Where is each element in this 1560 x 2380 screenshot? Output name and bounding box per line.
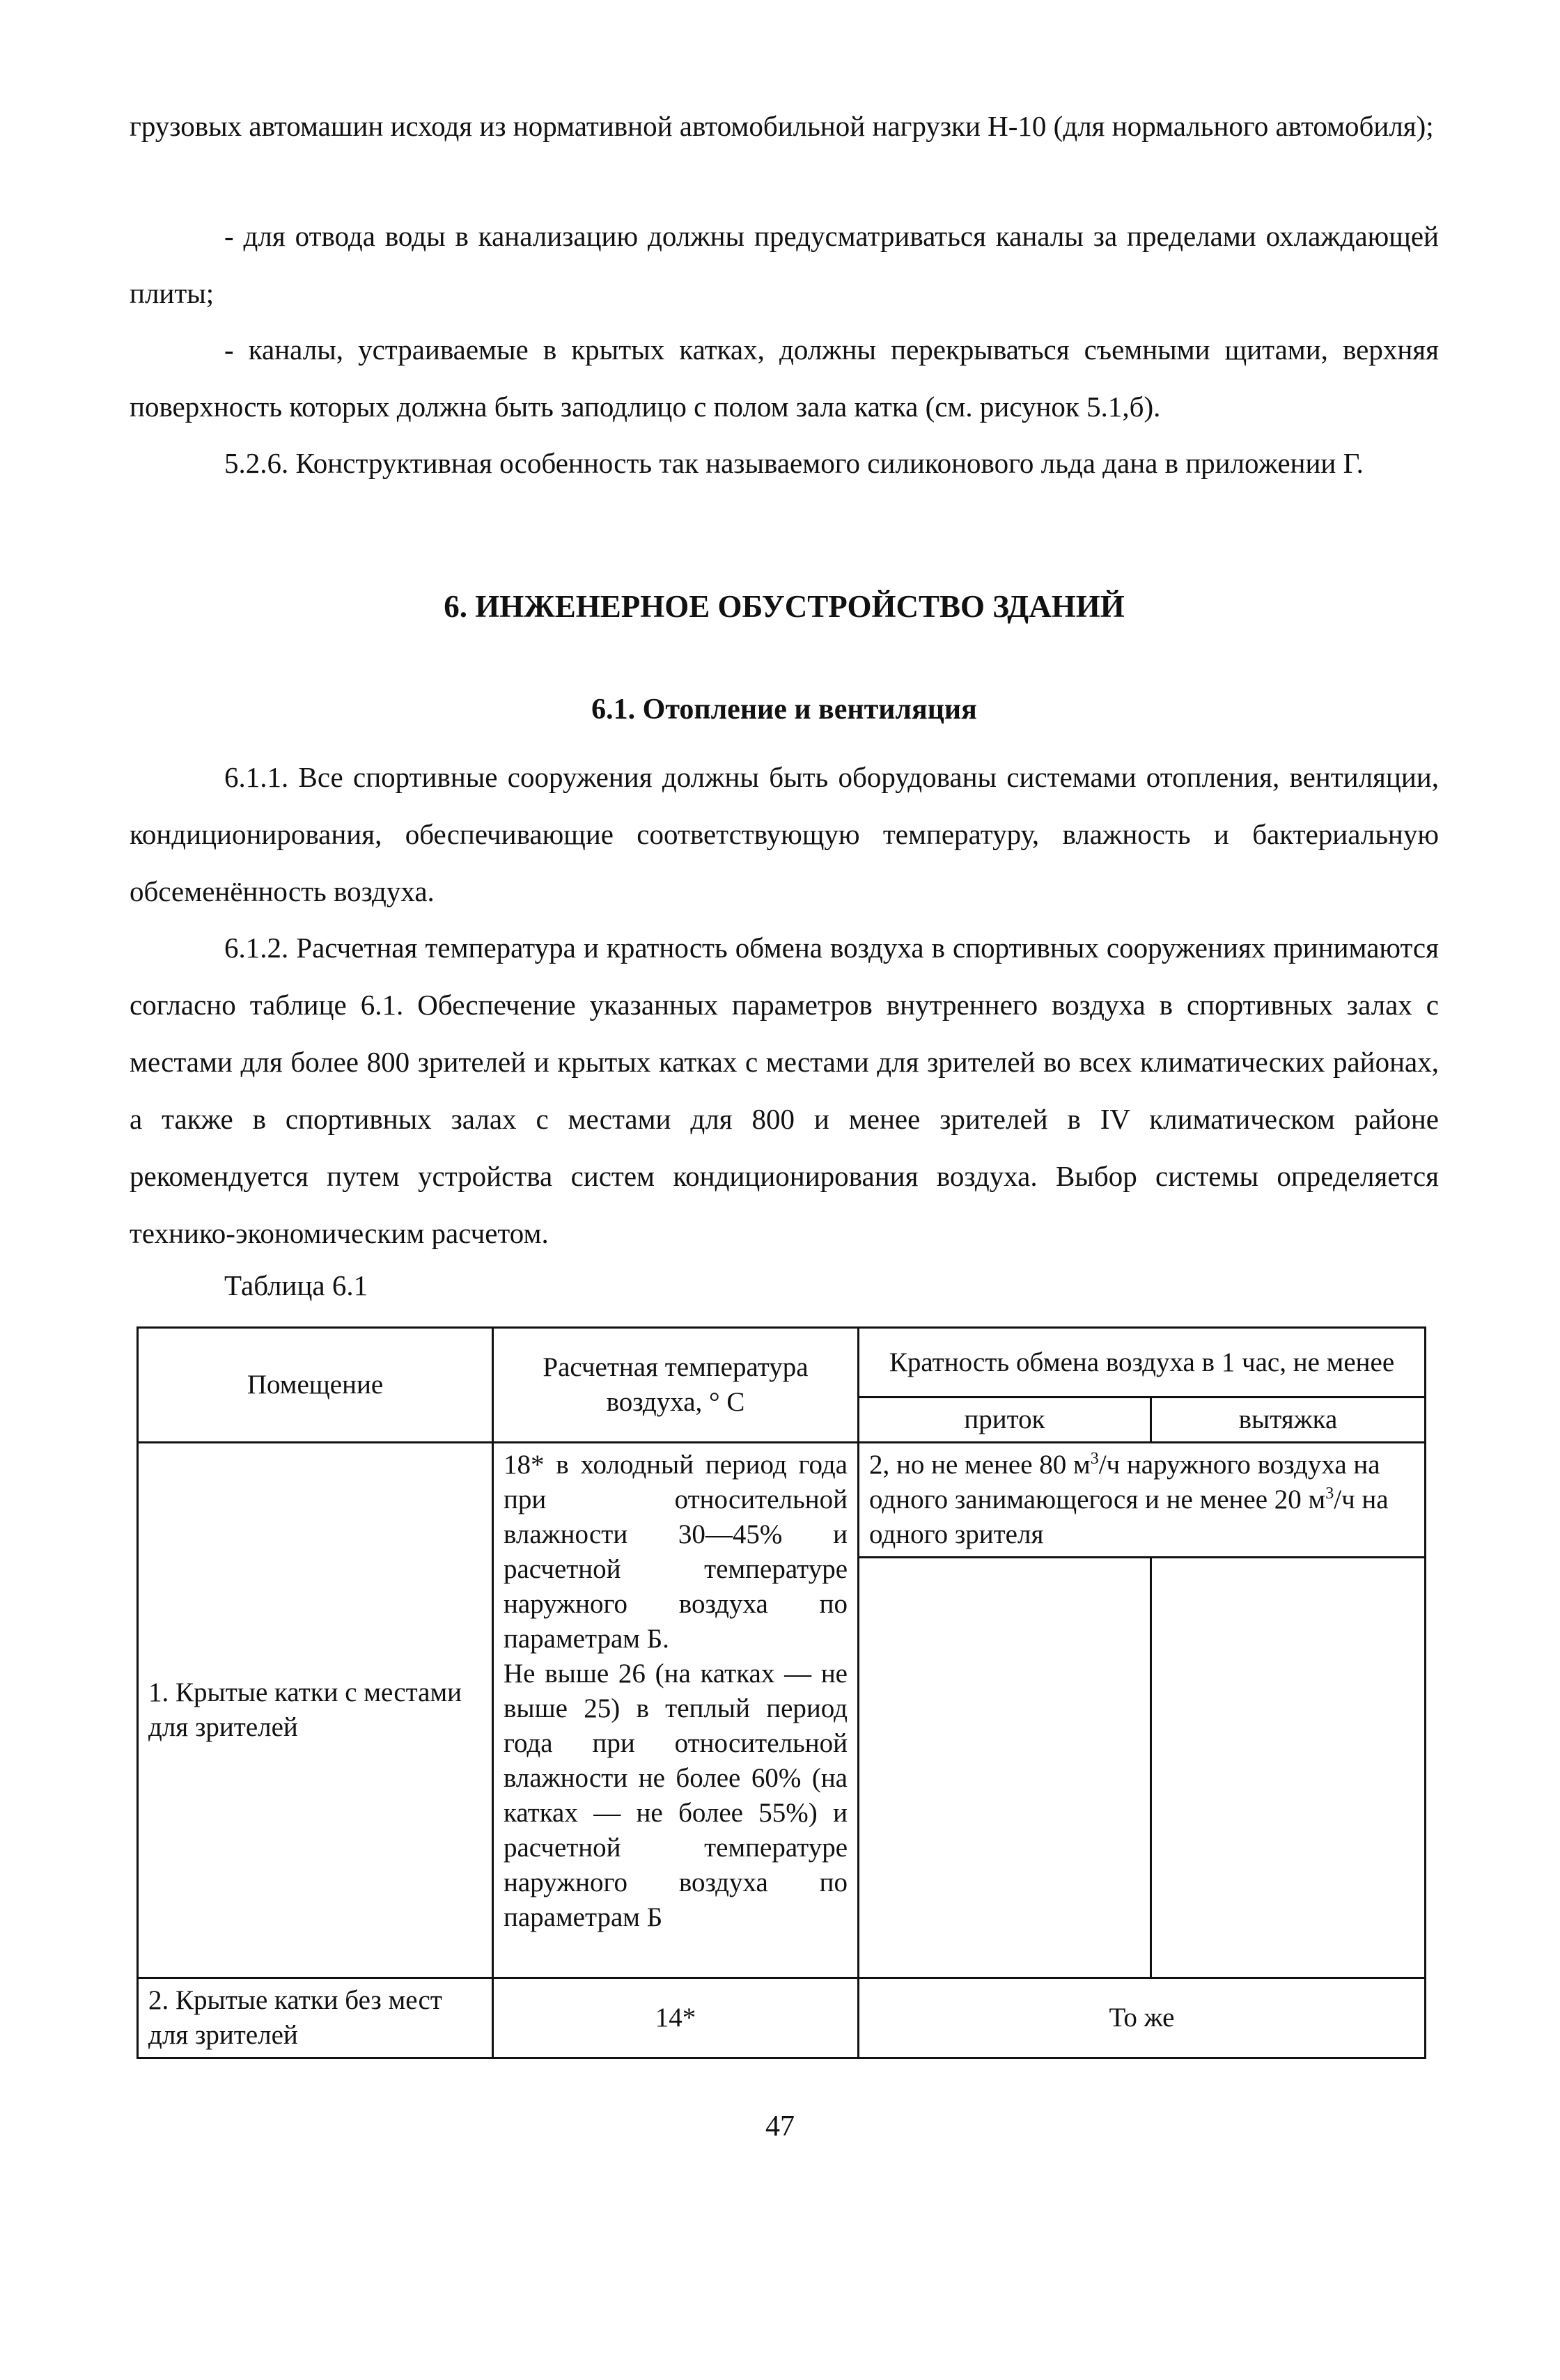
row1-exhaust-empty [1151, 1558, 1426, 1978]
row2-exchange: То же [859, 1978, 1426, 2058]
paragraph-continued: грузовых автомашин исходя из нормативной автомобильной нагрузки Н-10 (для нормального автомобиля); [130, 110, 1434, 142]
row1-supply-empty [859, 1558, 1151, 1978]
paragraph-6-1-2: 6.1.2. Расчетная температура и кратность обмена воздуха в спортивных сооружениях принимаются согласно таблице 6.1. Обеспечение указанных параметров внутреннего воздуха в спортивных залах с местами для более 800 зрителей и крытых катках с местами для зрителей во всех климатических районах, а также в спортивных залах с местами для 800 и менее зрителей в IV климатическом районе рекомендуется путем устройства систем кондиционирования воздуха. Выбор системы определяется технико-экономическим расчетом. [130, 932, 1439, 1249]
row1-exchange-text-2: /ч наружного воздуха на одного занимающегося и не менее 20 м [869, 1450, 1380, 1514]
paragraph-5-2-6: 5.2.6. Конструктивная особенность так называемого силиконового льда дана в приложении Г. [224, 447, 1364, 479]
row2-temperature: 14* [493, 1978, 859, 2058]
header-exhaust: вытяжка [1151, 1398, 1426, 1443]
paragraph-covered-channels: - каналы, устраиваемые в крытых катках, должны перекрываться съемными щитами, верхняя поверхность которых должна быть заподлицо с полом зала катка (см. рисунок 5.1,б). [130, 334, 1439, 423]
subsection-title: 6.1. Отопление и вентиляция [591, 694, 977, 726]
header-room: Помещение [138, 1328, 493, 1443]
unit-exponent: 3 [1325, 1485, 1334, 1503]
row1-exchange-text-1: 2, но не менее 80 м [869, 1450, 1091, 1480]
table-6-1 [136, 1326, 1426, 2059]
row1-exchange [859, 1443, 1426, 1558]
row1-room: 1. Крытые катки с местами для зрителей [138, 1443, 493, 1978]
section-title: 6. ИНЖЕНЕРНОЕ ОБУСТРОЙСТВО ЗДАНИЙ [444, 589, 1125, 624]
unit-exponent: 3 [1090, 1450, 1099, 1468]
header-exchange: Кратность обмена воздуха в 1 час, не менее [859, 1328, 1426, 1398]
paragraph-drainage-channels: - для отвода воды в канализацию должны предусматриваться каналы за пределами охлаждающей плиты; [130, 220, 1439, 309]
header-temperature: Расчетная температура воздуха, ° С [493, 1328, 859, 1443]
table-caption: Таблица 6.1 [224, 1269, 368, 1301]
row1-temperature-warm: Не выше 26 (на катках — не выше 25) в теплый период года при относительной влажности не более 60% (на катках — не более 55%) и расчетной температуре наружного воздуха по параметрам Б [504, 1659, 848, 1932]
header-supply: приток [859, 1398, 1151, 1443]
page-number: 47 [765, 2111, 795, 2143]
row2-room: 2. Крытые катки без мест для зрителей [138, 1978, 493, 2058]
row1-temperature-cold: 18* в холодный период года при относительной влажности 30—45% и расчетной температуре наружного воздуха по параметрам Б. [504, 1450, 848, 1654]
paragraph-6-1-1: 6.1.1. Все спортивные сооружения должны быть оборудованы системами отопления, вентиляции, кондиционирования, обеспечивающие соответствующую температуру, влажность и бактериальную обсеменённость воздуха. [130, 761, 1439, 907]
row1-exchange-text-3: /ч на одного зрителя [869, 1485, 1389, 1549]
row1-temperature [493, 1443, 859, 1978]
